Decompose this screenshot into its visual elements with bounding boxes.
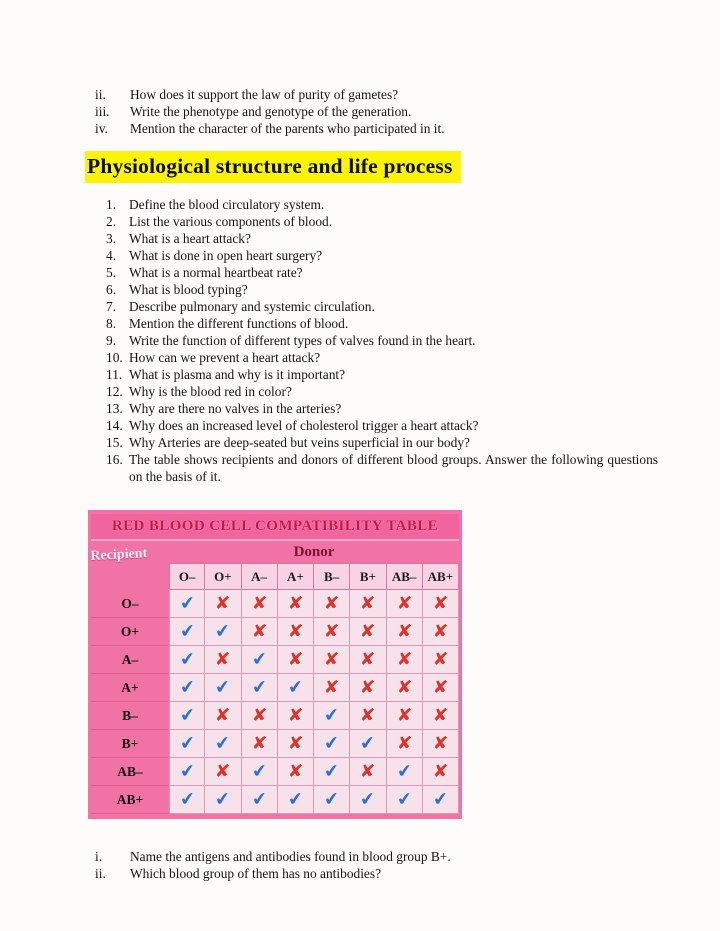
cross-mark-icon: ✘ — [432, 704, 449, 727]
list-item-number: i. — [95, 849, 103, 864]
check-mark-icon: ✔ — [178, 732, 196, 755]
check-mark-icon: ✔ — [359, 788, 377, 811]
compatibility-cell — [278, 730, 314, 758]
check-mark-icon: ✔ — [214, 788, 232, 811]
list-item-number: 5. — [106, 265, 117, 280]
cross-mark-icon: ✘ — [432, 648, 449, 671]
list-item-text: How does it support the law of purity of gametes? — [130, 87, 399, 102]
compatibility-cell — [423, 786, 459, 814]
check-mark-icon: ✔ — [178, 620, 196, 643]
list-item-text: Name the antigens and antibodies found in blood group B+. — [130, 849, 451, 864]
list-item-number: 13. — [106, 401, 123, 416]
recipient-row-label: B– — [91, 702, 169, 730]
table-row — [91, 590, 459, 618]
cross-mark-icon: ✘ — [251, 592, 268, 615]
cross-mark-icon: ✘ — [432, 732, 449, 755]
list-item — [95, 848, 650, 865]
list-item-text: Which blood group of them has no antibodies? — [130, 866, 382, 881]
list-item-number: ii. — [95, 87, 106, 102]
list-item — [106, 196, 658, 213]
list-item-number: 7. — [106, 299, 117, 314]
compatibility-cell — [278, 674, 314, 702]
cross-mark-icon: ✘ — [214, 760, 231, 783]
cross-mark-icon: ✘ — [359, 704, 376, 727]
compatibility-cell — [169, 618, 205, 646]
cross-mark-icon: ✘ — [432, 760, 449, 783]
cross-mark-icon: ✘ — [287, 648, 304, 671]
recipient-row-label: AB+ — [91, 786, 169, 814]
cross-mark-icon: ✘ — [396, 704, 413, 727]
compatibility-cell — [205, 674, 241, 702]
check-mark-icon: ✔ — [323, 704, 341, 727]
compatibility-cell — [169, 730, 205, 758]
list-item — [106, 366, 658, 383]
list-item-number: 11. — [106, 367, 123, 382]
list-item-number: 3. — [106, 231, 117, 246]
compatibility-cell — [169, 590, 205, 618]
compatibility-cell — [350, 702, 386, 730]
check-mark-icon: ✔ — [214, 676, 232, 699]
check-mark-icon: ✔ — [214, 620, 232, 643]
list-item — [95, 86, 650, 103]
donor-header-area — [169, 541, 459, 590]
compatibility-cell — [278, 646, 314, 674]
list-item — [106, 349, 658, 366]
compatibility-cell — [423, 730, 459, 758]
table-row — [91, 758, 459, 786]
list-item-number: ii. — [95, 866, 106, 881]
list-item — [106, 451, 658, 485]
cross-mark-icon: ✘ — [251, 732, 268, 755]
list-item — [106, 400, 658, 417]
footer-roman-list — [95, 848, 650, 882]
section-heading: Physiological structure and life process — [85, 151, 461, 183]
list-item — [106, 230, 658, 247]
compatibility-cell — [314, 702, 350, 730]
check-mark-icon: ✔ — [178, 648, 196, 671]
check-mark-icon: ✔ — [178, 760, 196, 783]
compatibility-cell — [387, 618, 423, 646]
list-item-text: Why are there no valves in the arteries? — [129, 401, 342, 416]
compatibility-cell — [314, 618, 350, 646]
check-mark-icon: ✔ — [178, 592, 196, 615]
compatibility-cell — [205, 786, 241, 814]
recipient-row-label: A– — [91, 646, 169, 674]
compatibility-cell — [423, 590, 459, 618]
cross-mark-icon: ✘ — [359, 676, 376, 699]
list-item-text: What is a heart attack? — [129, 231, 251, 246]
cross-mark-icon: ✘ — [396, 648, 413, 671]
list-item-text: How can we prevent a heart attack? — [129, 350, 321, 365]
compatibility-cell — [387, 758, 423, 786]
table-row — [91, 646, 459, 674]
list-item — [95, 120, 650, 137]
compatibility-cell — [169, 674, 205, 702]
check-mark-icon: ✔ — [250, 648, 268, 671]
check-mark-icon: ✔ — [395, 788, 413, 811]
compatibility-cell — [205, 758, 241, 786]
compatibility-cell — [169, 702, 205, 730]
list-item-text: Why is the blood red in color? — [129, 384, 292, 399]
cross-mark-icon: ✘ — [432, 592, 449, 615]
list-item — [95, 103, 650, 120]
compatibility-cell — [387, 646, 423, 674]
cross-mark-icon: ✘ — [323, 676, 340, 699]
list-item-number: 2. — [106, 214, 117, 229]
compatibility-cell — [169, 646, 205, 674]
table-row — [91, 618, 459, 646]
list-item — [106, 213, 658, 230]
compatibility-cell — [350, 646, 386, 674]
list-item-text: Mention the character of the parents who participated in it. — [130, 121, 445, 136]
cross-mark-icon: ✘ — [287, 760, 304, 783]
list-item-text: Why Arteries are deep-seated but veins superficial in our body? — [129, 435, 470, 450]
compatibility-cell — [169, 758, 205, 786]
list-item-number: 10. — [106, 350, 123, 365]
list-item-number: 6. — [106, 282, 117, 297]
recipient-row-label: B+ — [91, 730, 169, 758]
compatibility-cell — [350, 674, 386, 702]
donor-column-header: B– — [314, 563, 350, 590]
check-mark-icon: ✔ — [214, 732, 232, 755]
list-item — [106, 383, 658, 400]
list-item-number: 14. — [106, 418, 123, 433]
list-item-text: Write the function of different types of valves found in the heart. — [129, 333, 476, 348]
compatibility-cell — [350, 730, 386, 758]
list-item-number: iv. — [95, 121, 108, 136]
cross-mark-icon: ✘ — [432, 676, 449, 699]
list-item-number: 12. — [106, 384, 123, 399]
cross-mark-icon: ✘ — [396, 620, 413, 643]
check-mark-icon: ✔ — [178, 704, 196, 727]
list-item-number: 4. — [106, 248, 117, 263]
check-mark-icon: ✔ — [395, 760, 413, 783]
list-item — [106, 264, 658, 281]
cross-mark-icon: ✘ — [432, 620, 449, 643]
compatibility-cell — [387, 702, 423, 730]
cross-mark-icon: ✘ — [251, 620, 268, 643]
compatibility-cell — [387, 786, 423, 814]
check-mark-icon: ✔ — [323, 760, 341, 783]
compatibility-cell — [350, 590, 386, 618]
list-item — [106, 315, 658, 332]
cross-mark-icon: ✘ — [359, 620, 376, 643]
cross-mark-icon: ✘ — [359, 760, 376, 783]
compatibility-cell — [205, 590, 241, 618]
donor-column-header: A+ — [278, 563, 314, 590]
compatibility-cell — [205, 730, 241, 758]
list-item — [106, 417, 658, 434]
list-item — [106, 298, 658, 315]
list-item — [106, 332, 658, 349]
compatibility-cell — [350, 758, 386, 786]
list-item — [106, 434, 658, 451]
compatibility-cell — [314, 786, 350, 814]
list-item-text: Why does an increased level of cholesterol trigger a heart attack? — [129, 418, 479, 433]
donor-column-header: AB– — [387, 563, 423, 590]
compatibility-cell — [423, 702, 459, 730]
check-mark-icon: ✔ — [250, 760, 268, 783]
question-list — [106, 196, 658, 485]
compatibility-cell — [278, 618, 314, 646]
cross-mark-icon: ✘ — [287, 592, 304, 615]
table-row — [91, 786, 459, 814]
list-item-text: Mention the different functions of blood. — [129, 316, 349, 331]
compatibility-cell — [314, 646, 350, 674]
list-item-number: 8. — [106, 316, 117, 331]
cross-mark-icon: ✘ — [251, 704, 268, 727]
donor-column-headers — [169, 563, 459, 590]
cross-mark-icon: ✘ — [214, 648, 231, 671]
cross-mark-icon: ✘ — [287, 732, 304, 755]
list-item-text: List the various components of blood. — [129, 214, 333, 229]
table-body — [91, 590, 459, 814]
compatibility-cell — [387, 590, 423, 618]
table-row — [91, 730, 459, 758]
donor-column-header: AB+ — [423, 563, 459, 590]
list-item-number: 16. — [106, 452, 123, 467]
compatibility-cell — [278, 590, 314, 618]
section-heading-wrap — [85, 151, 650, 183]
list-item-text: What is blood typing? — [129, 282, 248, 297]
cross-mark-icon: ✘ — [323, 620, 340, 643]
compatibility-cell — [205, 646, 241, 674]
compatibility-cell — [242, 758, 278, 786]
list-item — [106, 247, 658, 264]
compatibility-cell — [314, 674, 350, 702]
list-item-text: The table shows recipients and donors of different blood groups. Answer the following questions on the basis of it. — [129, 452, 658, 484]
list-item-text: What is plasma and why is it important? — [129, 367, 346, 382]
recipient-label: Recipient — [90, 546, 148, 565]
list-item-number: 1. — [106, 197, 117, 212]
check-mark-icon: ✔ — [250, 788, 268, 811]
recipient-row-label: A+ — [91, 674, 169, 702]
compatibility-cell — [387, 730, 423, 758]
blood-compatibility-table — [88, 510, 462, 819]
compatibility-cell — [242, 646, 278, 674]
donor-label: Donor — [293, 544, 335, 560]
cross-mark-icon: ✘ — [287, 620, 304, 643]
table-row — [91, 674, 459, 702]
check-mark-icon: ✔ — [178, 788, 196, 811]
list-item-text: Describe pulmonary and systemic circulation. — [129, 299, 375, 314]
compatibility-cell — [423, 674, 459, 702]
compatibility-cell — [242, 786, 278, 814]
compatibility-cell — [169, 786, 205, 814]
cross-mark-icon: ✘ — [214, 592, 231, 615]
compatibility-cell — [278, 786, 314, 814]
table-row — [91, 702, 459, 730]
compatibility-cell — [423, 618, 459, 646]
list-item — [95, 865, 650, 882]
compatibility-cell — [242, 674, 278, 702]
list-item — [106, 281, 658, 298]
compatibility-cell — [314, 730, 350, 758]
cross-mark-icon: ✘ — [396, 592, 413, 615]
list-item-number: iii. — [95, 104, 110, 119]
compatibility-cell — [350, 618, 386, 646]
table-title: RED BLOOD CELL COMPATIBILITY TABLE — [91, 514, 459, 541]
check-mark-icon: ✔ — [431, 788, 449, 811]
cross-mark-icon: ✘ — [287, 704, 304, 727]
check-mark-icon: ✔ — [286, 788, 304, 811]
cross-mark-icon: ✘ — [396, 732, 413, 755]
cross-mark-icon: ✘ — [359, 648, 376, 671]
table-header — [91, 541, 459, 590]
check-mark-icon: ✔ — [323, 788, 341, 811]
donor-column-header: O+ — [205, 563, 241, 590]
compatibility-cell — [387, 674, 423, 702]
compatibility-cell — [205, 618, 241, 646]
compatibility-cell — [242, 590, 278, 618]
cross-mark-icon: ✘ — [396, 676, 413, 699]
cross-mark-icon: ✘ — [323, 648, 340, 671]
compatibility-cell — [242, 702, 278, 730]
donor-column-header: O– — [169, 563, 205, 590]
list-item-number: 9. — [106, 333, 117, 348]
compatibility-cell — [423, 758, 459, 786]
list-item-text: What is done in open heart surgery? — [129, 248, 323, 263]
check-mark-icon: ✔ — [286, 676, 304, 699]
list-item-text: Write the phenotype and genotype of the generation. — [130, 104, 412, 119]
compatibility-cell — [350, 786, 386, 814]
list-item-number: 15. — [106, 435, 123, 450]
check-mark-icon: ✔ — [323, 732, 341, 755]
donor-column-header: B+ — [350, 563, 386, 590]
compatibility-cell — [205, 702, 241, 730]
check-mark-icon: ✔ — [178, 676, 196, 699]
cross-mark-icon: ✘ — [359, 592, 376, 615]
compatibility-cell — [242, 618, 278, 646]
compatibility-cell — [242, 730, 278, 758]
check-mark-icon: ✔ — [359, 732, 377, 755]
check-mark-icon: ✔ — [250, 676, 268, 699]
compatibility-cell — [314, 590, 350, 618]
intro-roman-list — [95, 86, 650, 137]
recipient-row-label: O– — [91, 590, 169, 618]
list-item-text: What is a normal heartbeat rate? — [129, 265, 303, 280]
compatibility-cell — [278, 702, 314, 730]
list-item-text: Define the blood circulatory system. — [129, 197, 325, 212]
compatibility-cell — [314, 758, 350, 786]
cross-mark-icon: ✘ — [323, 592, 340, 615]
donor-column-header: A– — [242, 563, 278, 590]
recipient-row-label: AB– — [91, 758, 169, 786]
cross-mark-icon: ✘ — [214, 704, 231, 727]
compatibility-cell — [423, 646, 459, 674]
recipient-row-label: O+ — [91, 618, 169, 646]
compatibility-cell — [278, 758, 314, 786]
